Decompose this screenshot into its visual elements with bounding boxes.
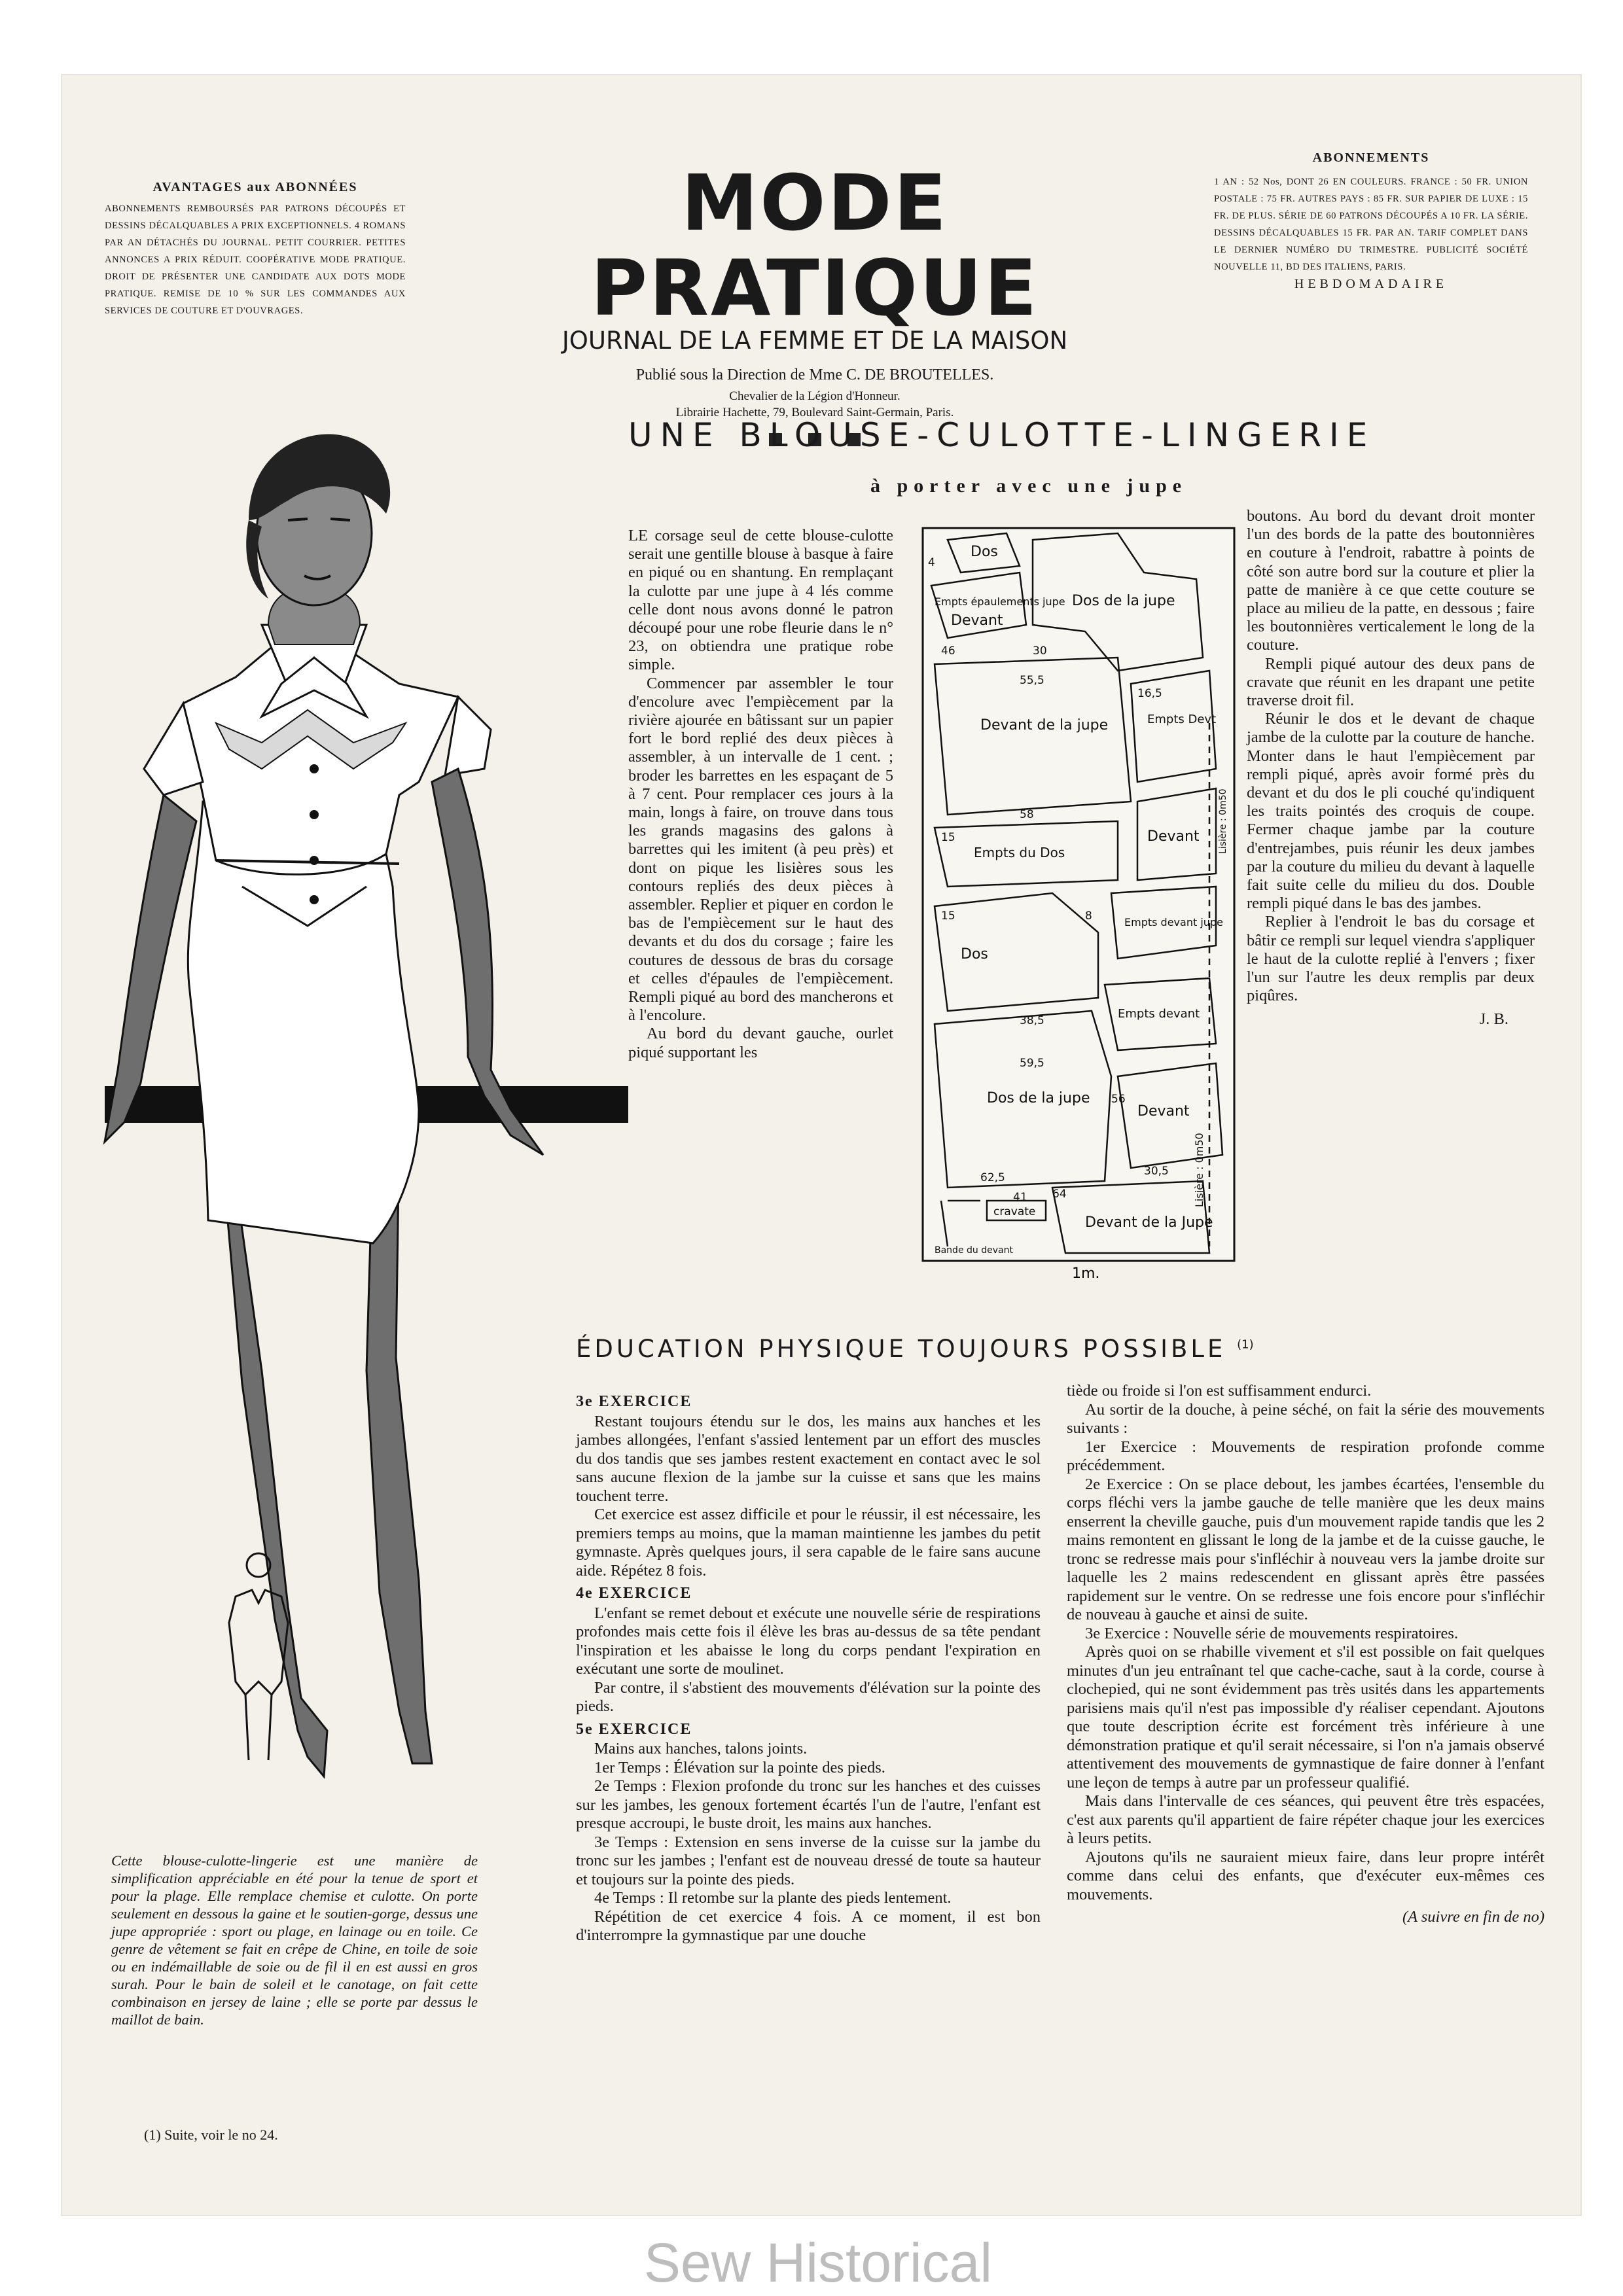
magazine-title: MODE PRATIQUE: [590, 158, 1039, 333]
small-figure-drawing: [223, 1551, 294, 1767]
direction-line: Publié sous la Direction de Mme C. DE BROUTELLES.: [635, 366, 994, 383]
article1-signature: J. B.: [1479, 1010, 1508, 1029]
pattern-scale: 1m.: [1072, 1265, 1100, 1282]
pattern-number: 62,5: [980, 1171, 1005, 1184]
article2-para: L'enfant se remet debout et exécute une nouvelle série de respirations profondes mais cette fois il élève les bras au-dessus de sa tête pendant l'inspiration et les abaisse le long du corps pendant l'expiration en exécutant une sorte de moulinet.: [576, 1604, 1041, 1678]
pattern-label: Empts devant jupe: [1124, 916, 1223, 928]
article2-para: 1er Exercice : Mouvements de respiration profonde comme précédemment.: [1067, 1438, 1544, 1474]
pattern-diagram-svg: [921, 527, 1236, 1286]
article2-para: 3e Temps : Extension en sens inverse de la cuisse sur la jambe du tronc sur les jambes ; l'enfant est de nouveau dressé de toute sa hauteur et toujours sur la pointe des pieds.: [576, 1833, 1041, 1888]
article1-para: LE corsage seul de cette blouse-culotte serait une gentille blouse à basque à faire en piqué ou en shantung. En remplaçant la culotte par une jupe à 4 lés comme celle dont nous avons donné le patron découpé pour une robe fleurie dans le n° 23, on obtiendra une pratique robe simple.: [628, 527, 893, 674]
article2-para: 2e Exercice : On se place debout, les jambes écartées, l'ensemble du corps fléchi vers la jambe gauche de telle manière que les deux mains enserrent la cheville gauche, puis d'un mouvement rapide tandis que les 2 mains remontent en glissant le long de la jambe et de la cuisse gauche, le tronc se redresse mais pour s'infléchir à nouveau vers la jambe droite sur laquelle les 2 mains redescendent en glissant après être passées rapidement sur le ventre. On se redresse une fois encore pour s'infléchir de nouveau à gauche et ainsi de suite.: [1067, 1475, 1544, 1623]
advantages-heading: AVANTAGES aux ABONNÉES: [152, 180, 358, 194]
pattern-label: Empts du Dos: [974, 845, 1065, 860]
subscriptions-heading: ABONNEMENTS: [1312, 150, 1430, 165]
article2-column-1: [576, 1388, 1041, 1945]
article2-column-2: [1067, 1382, 1544, 1927]
pattern-number: 64: [1052, 1188, 1067, 1201]
pattern-number: 16,5: [1137, 687, 1162, 700]
exercise-4-heading: 4e EXERCICE: [576, 1585, 692, 1602]
pattern-number: 30,5: [1144, 1165, 1169, 1178]
article2-para: Cet exercice est assez difficile et pour le réussir, il est nécessaire, les premiers temps au moins, que la maman maintienne les jambes du petit gymnaste. Après quelques jours, il sera capable de le faire sans aucune aide. Répétez 8 fois.: [576, 1506, 1041, 1580]
advantages-text: ABONNEMENTS REMBOURSÉS PAR PATRONS DÉCOUPÉS ET DESSINS DÉCALQUABLES A PRIX EXCEPTIONNELS. 4 ROMANS PAR AN DÉTACHÉS DU JOURNAL. PETIT COURRIER. PETITES ANNONCES A PRIX RÉDUIT. COOPÉRATIVE MODE PRATIQUE. DROIT DE PRÉSENTER UNE CANDIDATE AUX DOTS MODE PRATIQUE. REMISE DE 10 % SUR LES COMMANDES AUX SERVICES DE COUTURE ET D'OUVRAGES.: [105, 203, 406, 316]
article1-para: Commencer par assembler le tour d'encolure avec l'empiècement par la rivière ajourée en bâtissant sur un papier fort le bord replié des deux pièces à assembler, à un intervalle de 1 cent. ; broder les barrettes en les espaçant de 5 à 7 cent. Pour remplacer ces jours à la main, longs à faire, on trouve dans tous les grands magasins des galons à barrettes qui les imitent (à peu près) et dont on pique les lisières sous les contours repliés des deux pièces à assembler. Replier et piquer en cordon le bas de l'empiècement sur le haut des devants et du dos du corsage ; faire les coutures de dessous de bras du corsage et celles d'épaules de l'empiècement. Rempli piqué au bord des mancherons et à l'encolure.: [628, 674, 893, 1025]
watermark: Sew Historical: [643, 2232, 993, 2293]
article1-para: Au bord du devant gauche, ourlet piqué supportant les: [628, 1025, 893, 1061]
article1-para: Réunir le dos et le devant de chaque jambe de la culotte par la couture de hanche. Monter dans le haut l'empiècement par rempli piqué, après avoir formé près du devant et du dos le pli couché qu'indiquent les traits pointés des croquis de coupe. Fermer chaque jambe par la couture d'entrejambes, puis réunir les deux jambes par la couture du milieu du devant à laquelle fait suite celle du milieu du dos. Double rempli piqué dans le bas des jambes.: [1247, 710, 1535, 913]
pattern-number: 15: [941, 831, 955, 844]
pattern-label: Dos de la jupe: [987, 1090, 1090, 1106]
article2-para: Au sortir de la douche, à peine séché, on fait la série des mouvements suivants :: [1067, 1400, 1544, 1437]
article1-column-right: [1247, 507, 1535, 1029]
article2-para: 4e Temps : Il retombe sur la plante des pieds lentement.: [594, 1889, 952, 1907]
article2-para: 3e Exercice : Nouvelle série de mouvements respiratoires.: [1085, 1624, 1459, 1642]
pattern-label: cravate: [993, 1205, 1036, 1218]
illustration-caption: Cette blouse-culotte-lingerie est une manière de simplification appréciable en été pour la tenue de sport et pour la plage. Elle remplace chemise et culotte. On porte seulement en dessous la gaine et le soutien-gorge, dessus une jupe appropriée : sport ou plage, en lainage ou en toile. Ce genre de vêtement se fait en crêpe de Chine, en toile de soie ou en indémaillable de soie ou de fil il en est aussi en gros surah. Pour le bain de soleil et le canotage, on fait cette combinaison en jersey de laine ; elle se porte par dessus le maillot de bain.: [111, 1852, 478, 2028]
article2-note-mark: (1): [1237, 1337, 1254, 1352]
footnote: (1) Suite, voir le no 24.: [144, 2127, 278, 2143]
pattern-label: Bande du devant: [935, 1245, 1013, 1256]
article-subtitle: à porter avec une jupe: [870, 475, 1188, 497]
article2-para: Par contre, il s'abstient des mouvements d'élévation sur la pointe des pieds.: [576, 1678, 1041, 1715]
article2-para: Mais dans l'intervalle de ces séances, qui peuvent être très espacées, c'est aux parents qu'il appartient de faire répéter chaque jour les exercices à leurs petits.: [1067, 1792, 1544, 1847]
pattern-number: 15: [941, 910, 955, 923]
librairie-line: Librairie Hachette, 79, Boulevard Saint-Germain, Paris.: [675, 406, 954, 419]
fashion-illustration: [92, 429, 628, 1783]
thumbnail-figure: [223, 1551, 294, 1767]
subscriptions: [1214, 150, 1528, 292]
to-be-continued: (A suivre en fin de no): [1402, 1908, 1544, 1926]
pattern-number: 30: [1033, 645, 1047, 658]
article2-para: Ajoutons qu'ils ne sauraient mieux faire, dans leur propre intérêt comme dans celui des enfants, que d'exécuter eux-mêmes ces mouvements.: [1067, 1848, 1544, 1903]
pattern-label: Dos: [971, 544, 998, 560]
subscriber-advantages: [105, 180, 406, 319]
article2-para: 2e Temps : Flexion profonde du tronc sur les hanches et des cuisses sur les jambes, les genoux fortement écartés l'un de l'autre, l'enfant est presque accroupi, le buste droit, les mains aux hanches.: [576, 1777, 1041, 1832]
subscriptions-text: 1 AN : 52 Nos, DONT 26 EN COULEURS. FRANCE : 50 FR. UNION POSTALE : 75 FR. AUTRES PAYS : 85 FR. SUR PAPIER DE LUXE : 15 FR. DE PLUS. SÉRIE DE 60 PATRONS DÉCOUPÉS A 10 FR. LA SÉRIE. DESSINS DÉCALQUABLES 15 FR. PAR AN. TARIF COMPLET DANS LE DERNIER NUMÉRO DU TRIMESTRE. PUBLICITÉ SOCIÉTÉ NOUVELLE 11, BD DES ITALIENS, PARIS.: [1214, 177, 1528, 272]
pattern-label: Lisière : 0m50: [1193, 1133, 1205, 1207]
pattern-number: 59,5: [1020, 1057, 1044, 1070]
article1-para: boutons. Au bord du devant droit monter l'un des bords de la patte des boutonnières en couture à l'endroit, rabattre à points de côté son autre bord sur la couture et plier la patte de manière à ce que cette couture se place au milieu de la patte, en dessous ; faire les boutonnières verticalement le long de la couture.: [1247, 507, 1535, 654]
woman-in-blouse-culotte-drawing: [92, 429, 628, 1783]
article2-para: Après quoi on se rhabille vivement et s'il est possible on fait quelques minutes d'un jeu entraînant tel que cache-cache, saut à la corde, course à clochepied, qui ne sont évidemment pas très usités dans les appartements parisiens mais qu'il n'est pas impossible d'y réaliser cependant. Ajoutons que toute description écrite est forcément très inférieure à une démonstration pratique et qu'il serait nécessaire, si l'on n'a jamais observé attentivement des mouvements de gymnastique de faire donner à l'enfant une leçon de temps à autre par un professeur qualifié.: [1067, 1643, 1544, 1792]
pattern-label: Devant de la jupe: [980, 717, 1109, 733]
article2-para: tiède ou froide si l'on est suffisamment endurci.: [1067, 1382, 1372, 1400]
pattern-number: 38,5: [1020, 1014, 1044, 1027]
pattern-label: Lisière : 0m50: [1218, 788, 1228, 854]
pattern-number: 58: [1020, 808, 1034, 821]
pattern-number: 41: [1013, 1191, 1027, 1204]
magazine-subtitle: JOURNAL DE LA FEMME ET DE LA MAISON: [562, 327, 1068, 355]
pattern-number: 55,5: [1020, 674, 1044, 687]
pattern-number: 56: [1111, 1093, 1126, 1106]
pattern-label: Empts Devt: [1147, 713, 1217, 726]
pattern-label: Dos: [961, 946, 988, 963]
article-title: UNE BLOUSE-CULOTTE-LINGERIE: [628, 416, 1376, 454]
pattern-number: 8: [1085, 910, 1092, 923]
cutting-pattern-diagram: [921, 527, 1236, 1286]
article2-para: Répétition de cet exercice 4 fois. A ce moment, il est bon d'interrompre la gymnastique par une douche: [576, 1907, 1041, 1944]
article2-title-text: ÉDUCATION PHYSIQUE TOUJOURS POSSIBLE: [576, 1335, 1226, 1363]
exercise-3-heading: 3e EXERCICE: [576, 1393, 692, 1410]
masthead: [445, 160, 1185, 450]
exercise-5-heading: 5e EXERCICE: [576, 1720, 692, 1738]
pattern-label: Empts épaulements jupe: [935, 595, 1065, 608]
article2-para: Restant toujours étendu sur le dos, les mains aux hanches et les jambes allongées, l'enfant s'assied lentement par un effort des muscles du dos tandis que ses jambes restent exactement en contact avec le sol sans aucune flexion de la jambe sur la cuisse et sans que les mains touchent terre.: [576, 1412, 1041, 1505]
pattern-label: Devant: [1147, 828, 1200, 845]
pattern-label: Devant de la Jupe: [1085, 1214, 1213, 1231]
article1-para: Replier à l'endroit le bas du corsage et bâtir ce rempli sur lequel viendra s'appliquer le haut de la culotte replié à l'envers ; fixer l'un sur l'autre les deux remplis par deux piqûres.: [1247, 913, 1535, 1005]
pattern-number: 46: [941, 645, 955, 658]
article2-para: 1er Temps : Élévation sur la pointe des pieds.: [594, 1758, 885, 1776]
article2-para: Mains aux hanches, talons joints.: [594, 1740, 808, 1757]
pattern-number: 4: [928, 556, 935, 569]
pattern-label: Empts devant: [1118, 1007, 1200, 1021]
article2-title: [576, 1335, 1544, 1363]
frequency-label: HEBDOMADAIRE: [1294, 277, 1448, 291]
article1-para: Rempli piqué autour des deux pans de cravate que réunit en les drapant une petite traverse droit fil.: [1247, 654, 1535, 710]
pattern-label: Devant: [951, 612, 1003, 629]
pattern-label: Dos de la jupe: [1072, 593, 1175, 609]
chevalier-line: Chevalier de la Légion d'Honneur.: [729, 389, 901, 403]
pattern-label: Devant: [1137, 1103, 1190, 1120]
article1-column-left: [628, 527, 893, 1062]
